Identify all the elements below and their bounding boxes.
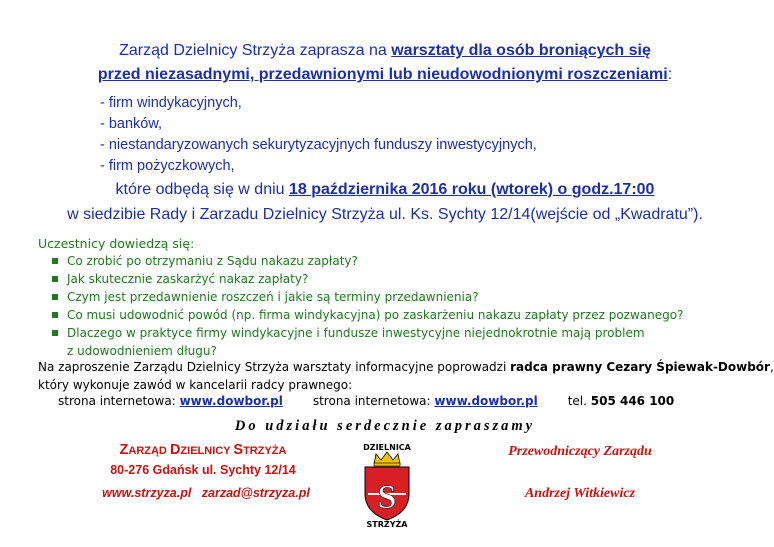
crown-icon [374,452,400,464]
invitation-line-2: który wykonuje zawód w kancelarii radcy prawnego: [38,378,353,392]
question-item: Co musi udowodnić powód (np. firma windykacyjna) po zaskarżeniu nakazu zapłaty przez pozwanego? [52,308,683,322]
organization-contact [86,486,326,500]
participants-heading: Uczestnicy dowiedzą się: [38,236,195,251]
target-item: - firm windykacyjnych, [100,95,242,111]
question-item: Co zrobić po otrzymaniu z Sądu nakazu zapłaty? [52,254,358,268]
website-link-2[interactable]: www.dowbor.pl [434,394,538,408]
website-link-1[interactable]: www.dowbor.pl [179,394,283,408]
intro-colon: : [667,66,673,83]
tagline: Do udziału serdecznie zapraszamy [234,418,536,434]
question-item: Jak skutecznie zaskarżyć nakaz zapłaty? [52,272,308,286]
crest-letter: S [377,479,397,516]
intro-line-1 [0,42,770,60]
bullet-square-icon [52,330,58,336]
target-item: - firm pożyczkowych, [100,158,235,174]
organization-name: ZARZĄD DZIELNICY STRZYŻA [119,442,287,458]
contact-line: strona internetowa: www.dowbor.pl strona internetowa: www.dowbor.pl tel. 505 446 100 [58,394,675,408]
venue-line: w siedzibie Rady i Zarzadu Dzielnicy Strzyża ul. Ks. Sychty 12/14(wejście od „Kwadratu”). [67,206,703,223]
question-item: Dlaczego w praktyce firmy windykacyjne i fundusze inwestycyjne niejednokrotnie mają problem [52,326,645,340]
workshop-title-cont: przed niezasadnymi, przedawnionymi lub nieudowodnionymi roszczeniami [97,66,668,83]
crest-top-text: DZIELNICA [363,443,411,452]
organization-website[interactable]: www.strzyza.pl [102,486,192,500]
phone-number: 505 446 100 [590,394,675,408]
bullet-square-icon [52,258,58,264]
intro-line-2 [0,66,770,84]
organization-address: 80-276 Gdańsk ul. Sychty 12/14 [110,463,296,477]
chairman-name: Andrzej Witkiewicz [524,486,636,501]
question-continuation: z udowodnieniem długu? [67,344,217,358]
chairman-title: Przewodniczący Zarządu [508,444,652,459]
crest-bottom-text: STRZYŻA [366,520,408,529]
question-item: Czym jest przedawnienie roszczeń i jakie są terminy przedawnienia? [52,290,479,304]
organization-email[interactable]: zarzad@strzyza.pl [201,486,310,500]
target-item: - niestandaryzowanych sekurytyzacyjnych funduszy inwestycyjnych, [100,137,537,153]
district-crest-icon [352,442,422,528]
date-prefix: które odbędą się w dniu [115,181,289,198]
bullet-square-icon [52,276,58,282]
intro-prefix: Zarząd Dzielnicy Strzyża zaprasza na [119,42,392,59]
event-date: 18 października 2016 roku (wtorek) o godz.17:00 [289,181,655,198]
bullet-square-icon [52,312,58,318]
event-date-line [0,181,770,199]
workshop-title: warsztaty dla osób broniących się [391,42,651,59]
target-item: - banków, [100,116,163,132]
lecturer-name: radca prawny Cezary Śpiewak-Dowbór [510,360,770,374]
invitation-line-1: Na zaproszenie Zarządu Dzielnicy Strzyża warsztaty informacyjne poprowadzi radca prawny Cezary Śpiewak-Dowbór, [38,360,774,374]
bullet-square-icon [52,294,58,300]
